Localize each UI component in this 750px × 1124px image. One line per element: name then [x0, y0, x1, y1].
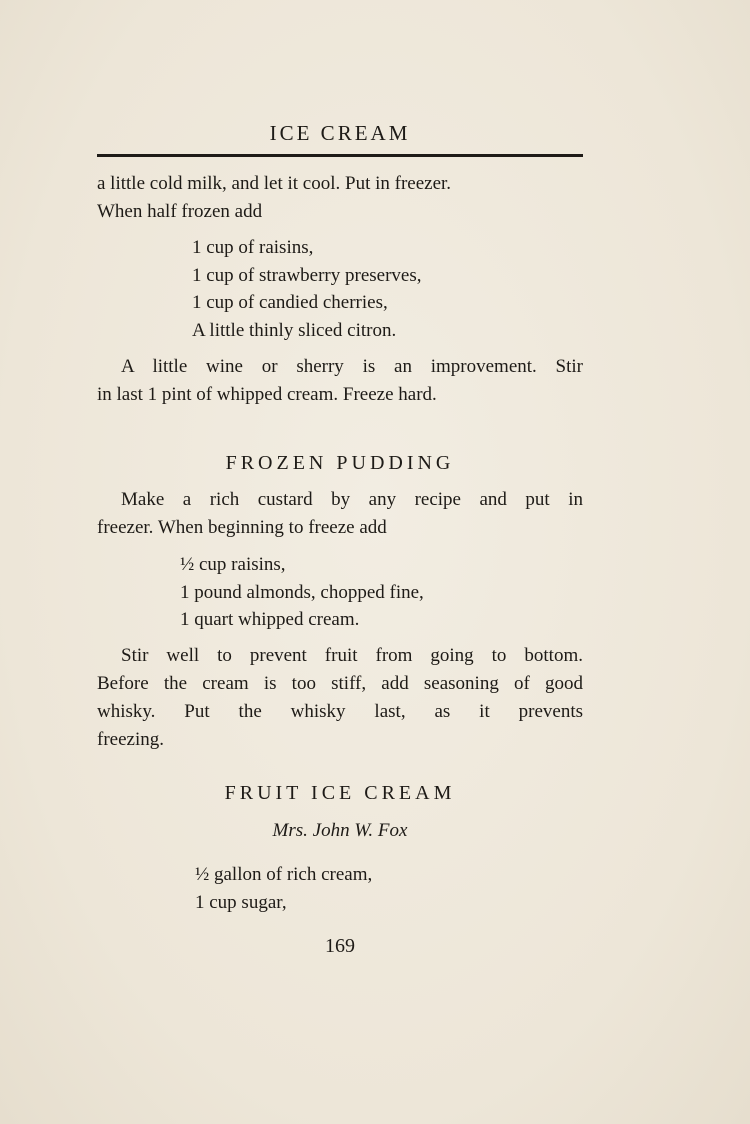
ingredient-item: 1 cup of candied cherries, — [192, 292, 388, 313]
paragraph-line: in last 1 pint of whipped cream. Freeze hard. — [97, 384, 437, 405]
section-title: FROZEN PUDDING — [225, 452, 455, 474]
ingredient-item: A little thinly sliced citron. — [192, 319, 397, 341]
ingredient-item: 1 quart whipped cream. — [180, 609, 360, 630]
section-title: FRUIT ICE CREAM — [224, 782, 456, 804]
ingredient-item: 1 pound almonds, chopped fine, — [180, 581, 424, 603]
paragraph-line: whisky. Put the whisky last, as it prevents — [97, 701, 583, 722]
ingredient-item: 1 cup of strawberry preserves, — [192, 264, 422, 286]
note-paragraph — [97, 353, 583, 409]
ingredient-list — [195, 861, 372, 916]
intro-paragraph — [97, 486, 583, 542]
paragraph-line: A little wine or sherry is an improvement. Stir — [121, 356, 583, 377]
paragraph-line: freezing. — [97, 729, 164, 750]
continuation-paragraph — [97, 170, 583, 226]
instructions-paragraph — [97, 642, 583, 754]
ingredient-item: 1 cup sugar, — [195, 891, 287, 913]
paragraph-line: freezer. When beginning to freeze add — [97, 517, 387, 538]
page-number: 169 — [325, 935, 355, 957]
paragraph-line: Before the cream is too stiff, add seasoning of good — [97, 673, 583, 694]
paragraph-line: When half frozen add — [97, 201, 263, 222]
ingredient-item: ½ gallon of rich cream, — [195, 864, 373, 885]
ingredient-item: 1 cup of raisins, — [192, 237, 314, 258]
ingredient-item: ½ cup raisins, — [180, 554, 286, 575]
ingredient-list — [192, 234, 422, 344]
paragraph-line: Make a rich custard by any recipe and put in — [121, 489, 583, 510]
header-rule — [97, 154, 583, 157]
paragraph-line: Stir well to prevent fruit from going to bottom. — [121, 645, 583, 666]
ingredient-list — [180, 551, 424, 634]
recipe-byline: Mrs. John W. Fox — [272, 820, 408, 841]
paragraph-line: a little cold milk, and let it cool. Put in freezer. — [97, 173, 452, 194]
running-head: ICE CREAM — [269, 121, 411, 145]
